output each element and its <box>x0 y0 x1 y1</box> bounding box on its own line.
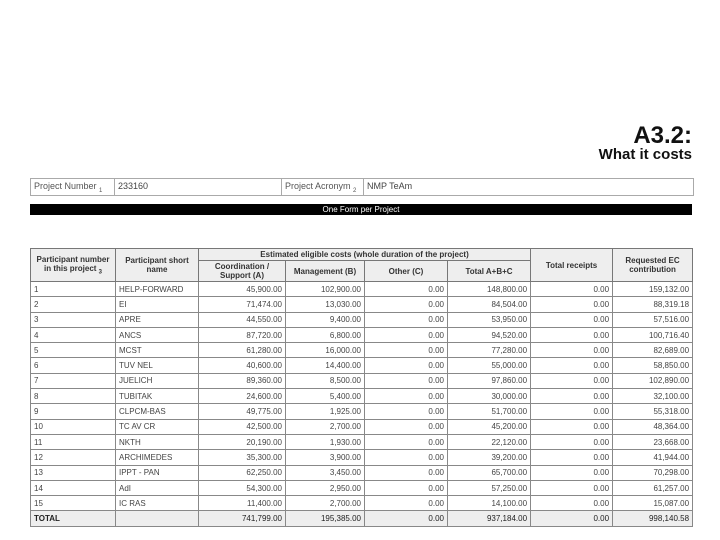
project-info-row <box>30 178 694 196</box>
total-abc: 94,520.00 <box>448 327 531 342</box>
total-abc: 84,504.00 <box>448 297 531 312</box>
total-abc: 39,200.00 <box>448 450 531 465</box>
participant-name: TC AV CR <box>116 419 199 434</box>
table-row <box>31 465 693 480</box>
other-cost: 0.00 <box>365 450 448 465</box>
management-cost: 14,400.00 <box>286 358 365 373</box>
other-cost: 0.00 <box>365 465 448 480</box>
requested-ec: 57,516.00 <box>613 312 693 327</box>
coordination-cost: 54,300.00 <box>199 480 286 495</box>
other-cost: 0.00 <box>365 511 448 526</box>
table-row <box>31 297 693 312</box>
other-cost: 0.00 <box>365 480 448 495</box>
coordination-cost: 62,250.00 <box>199 465 286 480</box>
project-acronym-value: NMP TeAm <box>367 181 413 191</box>
table-row <box>31 358 693 373</box>
coordination-cost: 11,400.00 <box>199 496 286 511</box>
total-receipts: 0.00 <box>531 343 613 358</box>
header-other: Other (C) <box>365 261 448 282</box>
management-cost: 5,400.00 <box>286 389 365 404</box>
requested-ec: 48,364.00 <box>613 419 693 434</box>
form-banner: One Form per Project <box>30 204 692 215</box>
management-cost: 1,925.00 <box>286 404 365 419</box>
participant-number: 13 <box>31 465 116 480</box>
participant-number: 7 <box>31 373 116 388</box>
management-cost: 102,900.00 <box>286 282 365 297</box>
participant-number: 5 <box>31 343 116 358</box>
total-receipts: 0.00 <box>531 434 613 449</box>
management-cost: 2,700.00 <box>286 419 365 434</box>
participant-number: 4 <box>31 327 116 342</box>
total-receipts: 0.00 <box>531 312 613 327</box>
participant-number: 15 <box>31 496 116 511</box>
cost-table <box>30 248 693 527</box>
total-abc: 22,120.00 <box>448 434 531 449</box>
table-row <box>31 434 693 449</box>
participant-number: 1 <box>31 282 116 297</box>
header-total-abc: Total A+B+C <box>448 261 531 282</box>
requested-ec: 55,318.00 <box>613 404 693 419</box>
other-cost: 0.00 <box>365 358 448 373</box>
project-number-value: 233160 <box>115 179 282 195</box>
requested-ec: 58,850.00 <box>613 358 693 373</box>
total-row <box>31 511 693 526</box>
participant-name: APRE <box>116 312 199 327</box>
total-abc: 97,860.00 <box>448 373 531 388</box>
participant-number: 9 <box>31 404 116 419</box>
requested-ec: 23,668.00 <box>613 434 693 449</box>
participant-number: 11 <box>31 434 116 449</box>
management-cost: 3,900.00 <box>286 450 365 465</box>
participant-name: EI <box>116 297 199 312</box>
management-cost: 195,385.00 <box>286 511 365 526</box>
participant-number: 14 <box>31 480 116 495</box>
form-subtitle: What it costs <box>598 146 692 163</box>
participant-number: 12 <box>31 450 116 465</box>
coordination-cost: 89,360.00 <box>199 373 286 388</box>
total-abc: 51,700.00 <box>448 404 531 419</box>
total-receipts: 0.00 <box>531 480 613 495</box>
total-abc: 937,184.00 <box>448 511 531 526</box>
total-abc: 53,950.00 <box>448 312 531 327</box>
coordination-cost: 20,190.00 <box>199 434 286 449</box>
requested-ec: 15,087.00 <box>613 496 693 511</box>
requested-ec: 70,298.00 <box>613 465 693 480</box>
table-row <box>31 496 693 511</box>
total-receipts: 0.00 <box>531 496 613 511</box>
participant-name: CLPCM-BAS <box>116 404 199 419</box>
table-row <box>31 343 693 358</box>
form-title <box>599 124 692 162</box>
total-receipts: 0.00 <box>531 282 613 297</box>
coordination-cost: 87,720.00 <box>199 327 286 342</box>
participant-number: 6 <box>31 358 116 373</box>
header-requested-ec: Requested EC contribution <box>613 249 693 282</box>
coordination-cost: 44,550.00 <box>199 312 286 327</box>
requested-ec: 159,132.00 <box>613 282 693 297</box>
total-receipts: 0.00 <box>531 404 613 419</box>
other-cost: 0.00 <box>365 434 448 449</box>
requested-ec: 998,140.58 <box>613 511 693 526</box>
participant-number: 8 <box>31 389 116 404</box>
coordination-cost: 71,474.00 <box>199 297 286 312</box>
coordination-cost: 42,500.00 <box>199 419 286 434</box>
total-receipts: 0.00 <box>531 373 613 388</box>
participant-name <box>116 511 199 526</box>
participant-name: NKTH <box>116 434 199 449</box>
project-number-label: Project Number $_1$ <box>31 179 115 195</box>
table-row <box>31 389 693 404</box>
total-receipts: 0.00 <box>531 327 613 342</box>
participant-name: TUV NEL <box>116 358 199 373</box>
coordination-cost: 741,799.00 <box>199 511 286 526</box>
requested-ec: 88,319.18 <box>613 297 693 312</box>
participant-name: AdI <box>116 480 199 495</box>
header-total-receipts: Total receipts <box>531 249 613 282</box>
table-row <box>31 282 693 297</box>
total-abc: 57,250.00 <box>448 480 531 495</box>
total-receipts: 0.00 <box>531 358 613 373</box>
table-row <box>31 312 693 327</box>
total-receipts: 0.00 <box>531 465 613 480</box>
management-cost: 6,800.00 <box>286 327 365 342</box>
total-abc: 55,000.00 <box>448 358 531 373</box>
other-cost: 0.00 <box>365 496 448 511</box>
other-cost: 0.00 <box>365 419 448 434</box>
total-abc: 77,280.00 <box>448 343 531 358</box>
table-row <box>31 327 693 342</box>
participant-name: ARCHIMEDES <box>116 450 199 465</box>
participant-number: TOTAL <box>31 511 116 526</box>
other-cost: 0.00 <box>365 343 448 358</box>
header-coordination: Coordination / Support (A) <box>199 261 286 282</box>
participant-name: ANCS <box>116 327 199 342</box>
management-cost: 9,400.00 <box>286 312 365 327</box>
total-abc: 45,200.00 <box>448 419 531 434</box>
total-receipts: 0.00 <box>531 389 613 404</box>
form-code: A3.2: <box>633 122 692 149</box>
coordination-cost: 24,600.00 <box>199 389 286 404</box>
project-acronym-label: Project Acronym $_2$ <box>282 179 364 195</box>
requested-ec: 82,689.00 <box>613 343 693 358</box>
requested-ec: 102,890.00 <box>613 373 693 388</box>
total-abc: 30,000.00 <box>448 389 531 404</box>
management-cost: 3,450.00 <box>286 465 365 480</box>
management-cost: 13,030.00 <box>286 297 365 312</box>
total-receipts: 0.00 <box>531 419 613 434</box>
management-cost: 2,700.00 <box>286 496 365 511</box>
header-eligible-costs: Estimated eligible costs (whole duration of the project) <box>199 249 531 261</box>
other-cost: 0.00 <box>365 389 448 404</box>
other-cost: 0.00 <box>365 297 448 312</box>
table-row <box>31 373 693 388</box>
header-short-name: Participant short name <box>116 249 199 282</box>
other-cost: 0.00 <box>365 312 448 327</box>
other-cost: 0.00 <box>365 282 448 297</box>
total-receipts: 0.00 <box>531 511 613 526</box>
coordination-cost: 61,280.00 <box>199 343 286 358</box>
table-row <box>31 450 693 465</box>
participant-name: IC RAS <box>116 496 199 511</box>
total-abc: 148,800.00 <box>448 282 531 297</box>
header-participant-number: Participant number in this project $_3$ <box>31 249 116 282</box>
total-receipts: 0.00 <box>531 297 613 312</box>
table-row <box>31 419 693 434</box>
participant-name: TUBITAK <box>116 389 199 404</box>
requested-ec: 100,716.40 <box>613 327 693 342</box>
participant-name: IPPT - PAN <box>116 465 199 480</box>
table-row <box>31 480 693 495</box>
requested-ec: 32,100.00 <box>613 389 693 404</box>
management-cost: 16,000.00 <box>286 343 365 358</box>
coordination-cost: 45,900.00 <box>199 282 286 297</box>
participant-number: 2 <box>31 297 116 312</box>
header-management: Management (B) <box>286 261 365 282</box>
coordination-cost: 40,600.00 <box>199 358 286 373</box>
total-abc: 14,100.00 <box>448 496 531 511</box>
coordination-cost: 35,300.00 <box>199 450 286 465</box>
participant-number: 10 <box>31 419 116 434</box>
participant-name: JUELICH <box>116 373 199 388</box>
requested-ec: 41,944.00 <box>613 450 693 465</box>
requested-ec: 61,257.00 <box>613 480 693 495</box>
management-cost: 2,950.00 <box>286 480 365 495</box>
coordination-cost: 49,775.00 <box>199 404 286 419</box>
participant-name: HELP-FORWARD <box>116 282 199 297</box>
other-cost: 0.00 <box>365 327 448 342</box>
table-row <box>31 404 693 419</box>
other-cost: 0.00 <box>365 373 448 388</box>
management-cost: 1,930.00 <box>286 434 365 449</box>
other-cost: 0.00 <box>365 404 448 419</box>
total-abc: 65,700.00 <box>448 465 531 480</box>
total-receipts: 0.00 <box>531 450 613 465</box>
participant-name: MCST <box>116 343 199 358</box>
participant-number: 3 <box>31 312 116 327</box>
management-cost: 8,500.00 <box>286 373 365 388</box>
